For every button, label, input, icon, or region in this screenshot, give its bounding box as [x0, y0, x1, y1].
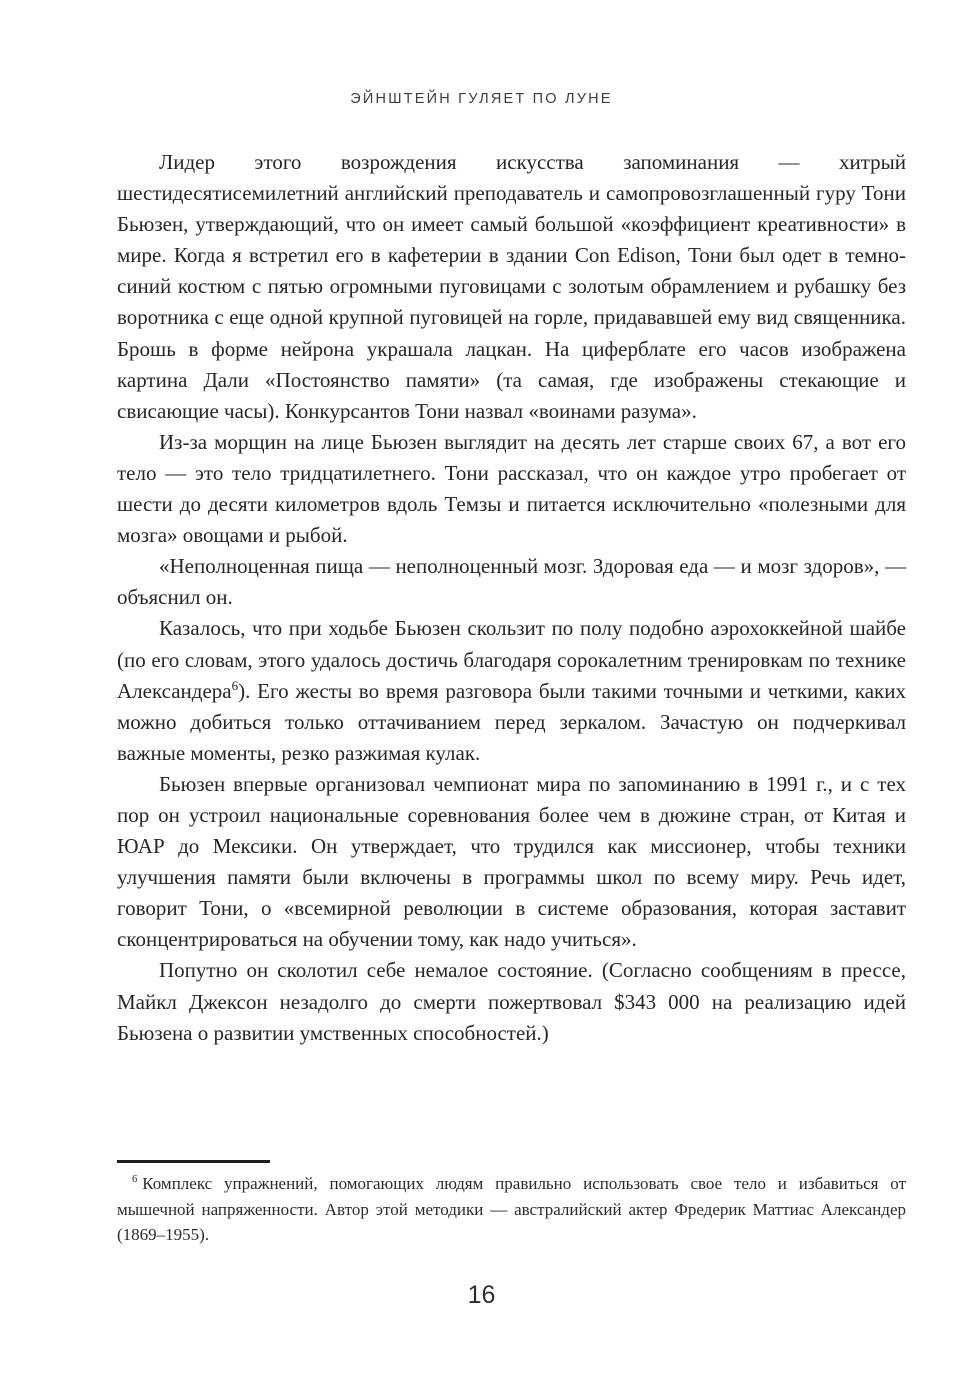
running-header: ЭЙНШТЕЙН ГУЛЯЕТ ПО ЛУНЕ [350, 91, 613, 107]
paragraph [117, 613, 906, 768]
footnote-body: Комплекс упражнений, помогающих людям правильно использовать свое тело и избавиться от мышечной напряженности. Автор этой методики — австралийский актер Фредерик Маттиас Александер (1869–1955). [117, 1174, 906, 1245]
paragraph: Попутно он сколотил себе немалое состояние. (Согласно сообщениям в прессе, Майкл Джексон незадолго до смерти пожертвовал $343 000 на реализацию идей Бьюзена о развитии умственных способностей.) [117, 958, 906, 1045]
footnote [117, 1171, 906, 1248]
paragraph: Из-за морщин на лице Бьюзен выглядит на десять лет старше своих 67, а вот его тело — это тело тридцатилетнего. Тони рассказал, что он каждое утро пробегает от шести до десяти километров вдоль Темзы и питается исключительно «полезными для мозга» овощами и рыбой. [117, 429, 906, 548]
paragraph: «Неполноценная пища — неполноценный мозг. Здоровая еда — и мозг здоров», — объяснил он. [117, 554, 906, 610]
page-number: 16 [467, 1281, 496, 1309]
body-text [117, 147, 906, 1049]
paragraph: Лидер этого возрождения искусства запоминания — хитрый шестидесятисемилетний английский преподаватель и самопровозглашенный гуру Тони Бьюзен, утверждающий, что он имеет самый большой «коэффициент креативности» в мире. Когда я встретил его в кафетерии в здании Con Edison, Тони был одет в темно-синий костюм с пятью огромными пуговицами с золотым обрамлением и рубашку без воротника с еще одной крупной пуговицей на горле, придававшей ему вид священника. Брошь в форме нейрона украшала лацкан. На циферблате его часов изображена картина Дали «Постоянство памяти» (та самая, где изображены стекающие и свисающие часы). Конкурсантов Тони назвал «воинами разума». [117, 150, 906, 423]
footnote-reference: 6 [231, 677, 239, 693]
footnote-marker: 6 [132, 1174, 138, 1186]
paragraph-text: ). Его жесты во время разговора были такими точными и четкими, каких можно добиться только оттачиванием перед зеркалом. Зачастую он подчеркивал важные моменты, резко разжимая кулак. [117, 678, 906, 765]
paragraph: Бьюзен впервые организовал чемпионат мира по запоминанию в 1991 г., и с тех пор он устроил национальные соревнования более чем в дюжине стран, от Китая и ЮАР до Мексики. Он утверждает, что трудился как миссионер, чтобы техники улучшения памяти были включены в программы школ по всему миру. Речь идет, говорит Тони, о «всемирной революции в системе образования, которая заставит сконцентрироваться на обучении тому, как надо учиться». [117, 771, 906, 952]
footnote-divider [117, 1160, 270, 1163]
paragraph-text: Казалось, что при ходьбе Бьюзен скользит по полу подобно аэрохоккейной шайбе (по его словам, этого удалось достичь благодаря сорокалетним тренировкам по технике Александера [117, 616, 906, 703]
footnote-text [117, 1171, 906, 1248]
